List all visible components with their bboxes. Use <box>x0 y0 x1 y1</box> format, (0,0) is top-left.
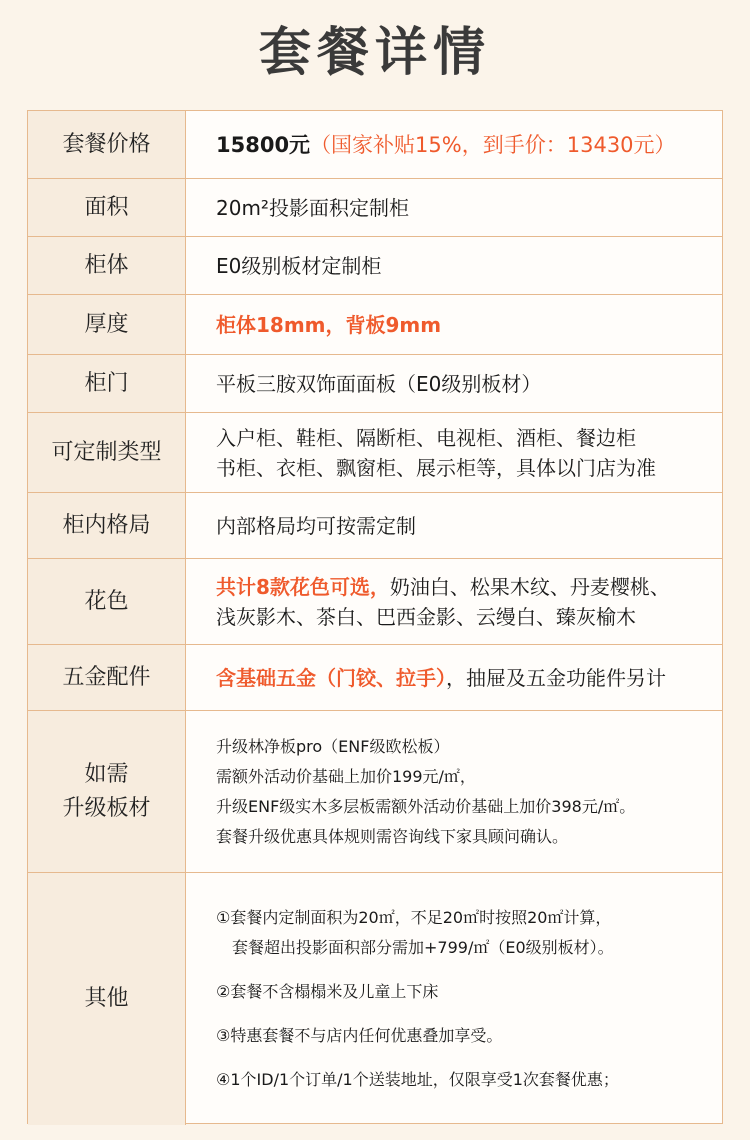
price-amount: 15800元 <box>216 132 311 157</box>
colors-highlight: 共计8款花色可选， <box>216 574 390 599</box>
upgrade-label-line: 如需 <box>84 761 129 787</box>
row-colors <box>28 559 722 645</box>
row-door <box>28 355 722 413</box>
upgrade-line: 升级ENF级实木多层板需额外活动价基础上加价398元/㎡。 <box>216 796 636 816</box>
upgrade-line: 套餐升级优惠具体规则需咨询线下家具顾问确认。 <box>216 826 569 846</box>
colors-list: 浅灰影木、茶白、巴西金影、云缦白、臻灰榆木 <box>216 604 636 629</box>
subsidy-note: （国家补贴15%，到手价：13430元） <box>310 132 676 157</box>
row-types <box>28 413 722 493</box>
row-hardware <box>28 645 722 711</box>
row-label: 柜体 <box>28 237 186 294</box>
colors-list: 奶油白、松果木纹、丹麦樱桃、 <box>389 574 670 599</box>
row-label: 五金配件 <box>28 645 186 710</box>
row-upgrade <box>28 711 722 873</box>
row-label: 厚度 <box>28 295 186 354</box>
page-title: 套餐详情 <box>258 23 491 83</box>
row-other <box>28 873 722 1125</box>
row-label: 花色 <box>28 559 186 644</box>
row-price <box>28 111 722 179</box>
row-label: 面积 <box>28 179 186 236</box>
hardware-highlight: 含基础五金（门铰、拉手） <box>216 665 446 690</box>
row-value: 内部格局均可按需定制 <box>216 513 416 538</box>
other-item: ②套餐不含榻榻米及儿童上下床 <box>216 982 439 1001</box>
row-label: 其他 <box>28 873 186 1125</box>
package-details-table <box>27 110 723 1124</box>
row-layout <box>28 493 722 559</box>
types-line: 入户柜、鞋柜、隔断柜、电视柜、酒柜、餐边柜 <box>216 425 636 450</box>
row-label: 柜门 <box>28 355 186 412</box>
row-label: 可定制类型 <box>28 413 186 492</box>
upgrade-line: 需额外活动价基础上加价199元/㎡， <box>216 766 476 786</box>
row-cabinet <box>28 237 722 295</box>
other-item: ①套餐内定制面积为20㎡，不足20㎡时按照20㎡计算， <box>216 908 612 927</box>
row-value: 柜体18mm，背板9mm <box>216 312 442 337</box>
types-line: 书柜、衣柜、飘窗柜、展示柜等，具体以门店为准 <box>216 455 656 480</box>
other-item: 套餐超出投影面积部分需加+799/㎡（E0级别板材）。 <box>232 938 614 957</box>
hardware-rest: ，抽屉及五金功能件另计 <box>446 665 666 690</box>
row-value: E0级别板材定制柜 <box>216 253 382 278</box>
other-item: ④1个ID/1个订单/1个送装地址，仅限享受1次套餐优惠； <box>216 1070 619 1089</box>
row-value: 20m²投影面积定制柜 <box>216 195 409 220</box>
other-item: ③特惠套餐不与店内任何优惠叠加享受。 <box>216 1026 503 1045</box>
upgrade-line: 升级林净板pro（ENF级欧松板） <box>216 736 450 756</box>
upgrade-label-line: 升级板材 <box>62 795 151 821</box>
row-thickness <box>28 295 722 355</box>
row-label: 套餐价格 <box>28 111 186 178</box>
row-label: 柜内格局 <box>28 493 186 558</box>
row-value: 平板三胺双饰面面板（E0级别板材） <box>216 371 542 396</box>
row-area <box>28 179 722 237</box>
row-label <box>28 711 186 872</box>
